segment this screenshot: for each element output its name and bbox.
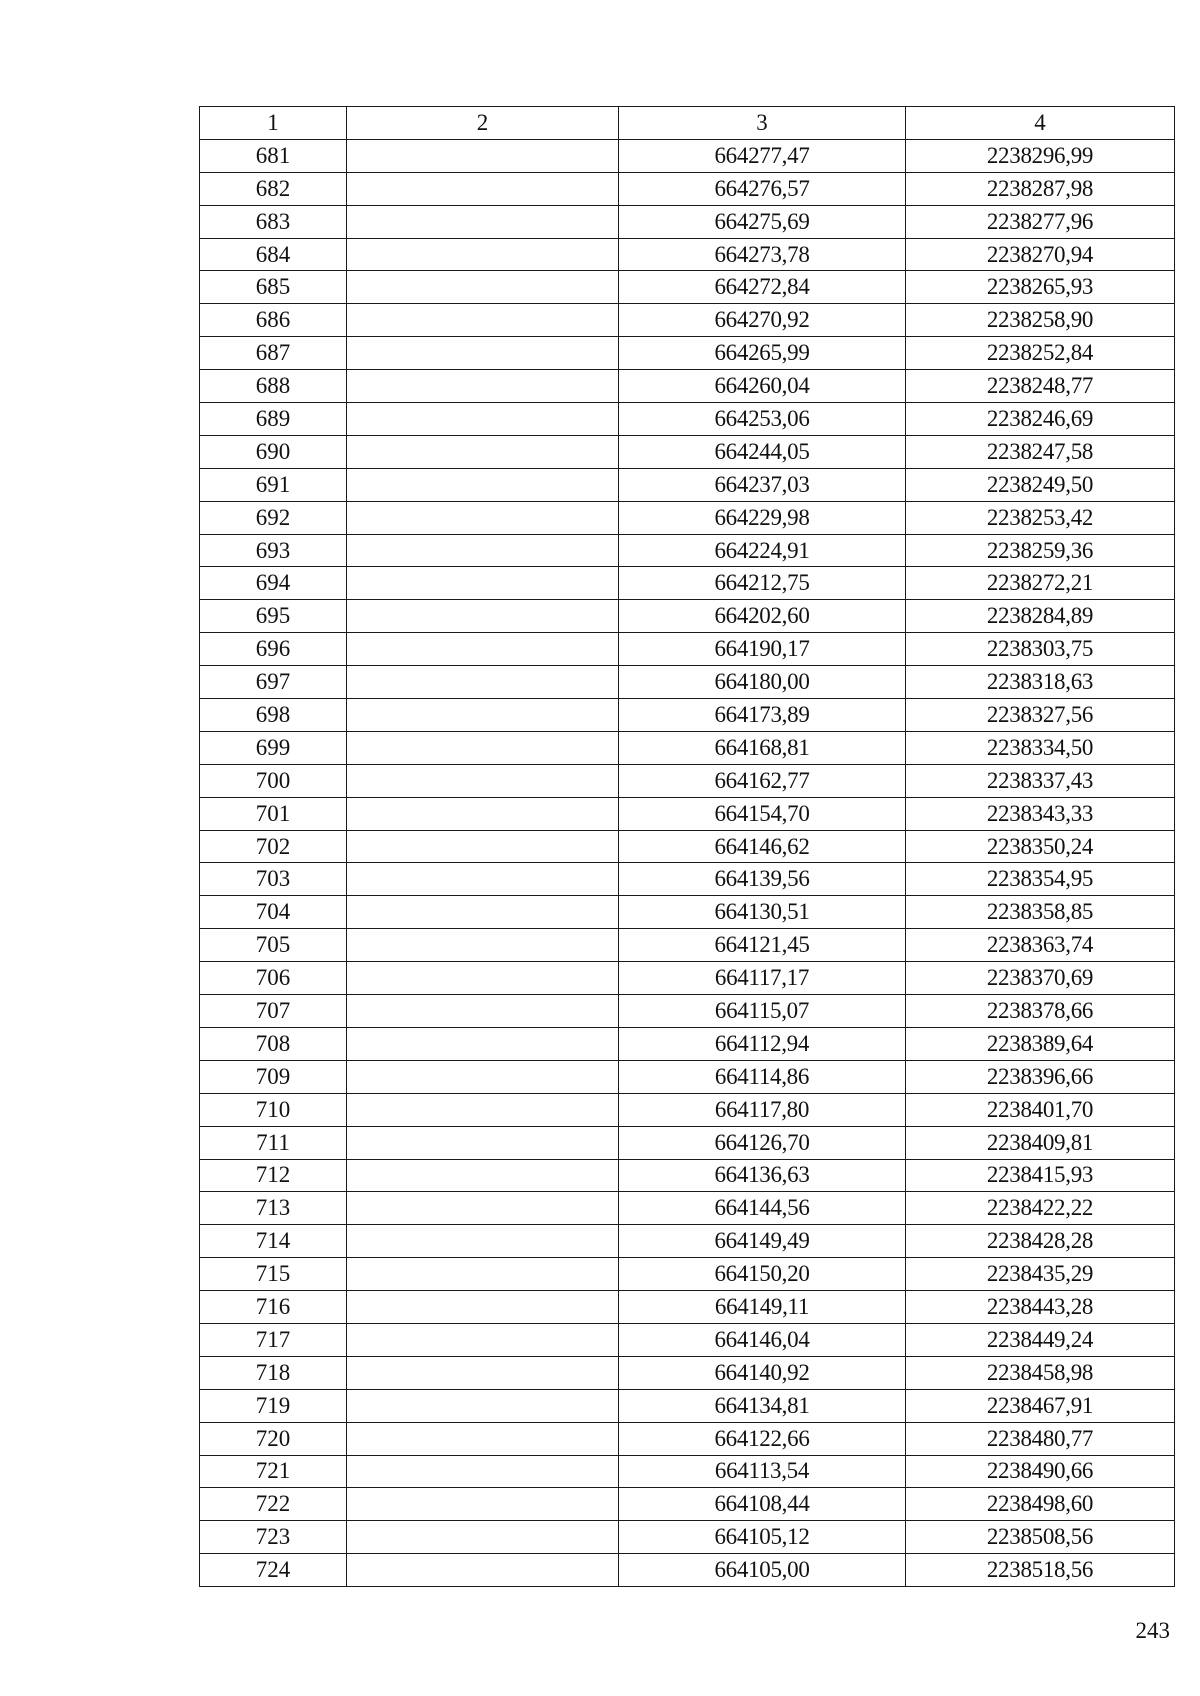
point-number-cell: 684: [200, 238, 347, 271]
point-number-cell: 721: [200, 1455, 347, 1488]
y-coordinate-cell: 2238370,69: [906, 962, 1175, 995]
header-col-4: 4: [906, 107, 1175, 140]
y-coordinate-cell: 2238343,33: [906, 797, 1175, 830]
y-coordinate-cell: 2238272,21: [906, 567, 1175, 600]
table-row: [200, 929, 1175, 962]
table-row: [200, 1356, 1175, 1389]
table-row: [200, 534, 1175, 567]
y-coordinate-cell: 2238498,60: [906, 1488, 1175, 1521]
y-coordinate-cell: 2238467,91: [906, 1389, 1175, 1422]
y-coordinate-cell: 2238246,69: [906, 403, 1175, 436]
table-row: [200, 1027, 1175, 1060]
header-col-2: 2: [347, 107, 619, 140]
x-coordinate-cell: 664117,17: [619, 962, 906, 995]
point-number-cell: 703: [200, 863, 347, 896]
y-coordinate-cell: 2238259,36: [906, 534, 1175, 567]
x-coordinate-cell: 664130,51: [619, 896, 906, 929]
table-row: [200, 764, 1175, 797]
x-coordinate-cell: 664224,91: [619, 534, 906, 567]
y-coordinate-cell: 2238247,58: [906, 435, 1175, 468]
point-number-cell: 691: [200, 468, 347, 501]
point-number-cell: 699: [200, 731, 347, 764]
point-number-cell: 683: [200, 205, 347, 238]
y-coordinate-cell: 2238443,28: [906, 1291, 1175, 1324]
x-coordinate-cell: 664173,89: [619, 699, 906, 732]
point-number-cell: 708: [200, 1027, 347, 1060]
point-number-cell: 705: [200, 929, 347, 962]
table-row: [200, 1126, 1175, 1159]
y-coordinate-cell: 2238270,94: [906, 238, 1175, 271]
point-number-cell: 719: [200, 1389, 347, 1422]
x-coordinate-cell: 664117,80: [619, 1093, 906, 1126]
description-cell: [347, 633, 619, 666]
table-row: [200, 567, 1175, 600]
x-coordinate-cell: 664272,84: [619, 271, 906, 304]
description-cell: [347, 699, 619, 732]
description-cell: [347, 863, 619, 896]
y-coordinate-cell: 2238435,29: [906, 1258, 1175, 1291]
table-row: [200, 1488, 1175, 1521]
point-number-cell: 692: [200, 501, 347, 534]
point-number-cell: 702: [200, 830, 347, 863]
x-coordinate-cell: 664275,69: [619, 205, 906, 238]
coordinates-table: [199, 106, 1175, 1587]
point-number-cell: 723: [200, 1521, 347, 1554]
y-coordinate-cell: 2238303,75: [906, 633, 1175, 666]
x-coordinate-cell: 664265,99: [619, 337, 906, 370]
description-cell: [347, 1455, 619, 1488]
x-coordinate-cell: 664114,86: [619, 1060, 906, 1093]
x-coordinate-cell: 664260,04: [619, 370, 906, 403]
y-coordinate-cell: 2238337,43: [906, 764, 1175, 797]
point-number-cell: 694: [200, 567, 347, 600]
description-cell: [347, 304, 619, 337]
description-cell: [347, 797, 619, 830]
point-number-cell: 686: [200, 304, 347, 337]
table-row: [200, 797, 1175, 830]
table-row: [200, 699, 1175, 732]
description-cell: [347, 271, 619, 304]
table-row: [200, 1389, 1175, 1422]
point-number-cell: 681: [200, 139, 347, 172]
description-cell: [347, 995, 619, 1028]
table-row: [200, 830, 1175, 863]
y-coordinate-cell: 2238401,70: [906, 1093, 1175, 1126]
point-number-cell: 696: [200, 633, 347, 666]
x-coordinate-cell: 664244,05: [619, 435, 906, 468]
x-coordinate-cell: 664212,75: [619, 567, 906, 600]
table-row: [200, 304, 1175, 337]
point-number-cell: 688: [200, 370, 347, 403]
y-coordinate-cell: 2238252,84: [906, 337, 1175, 370]
description-cell: [347, 337, 619, 370]
point-number-cell: 718: [200, 1356, 347, 1389]
x-coordinate-cell: 664150,20: [619, 1258, 906, 1291]
table-row: [200, 238, 1175, 271]
point-number-cell: 704: [200, 896, 347, 929]
x-coordinate-cell: 664237,03: [619, 468, 906, 501]
x-coordinate-cell: 664253,06: [619, 403, 906, 436]
description-cell: [347, 1521, 619, 1554]
description-cell: [347, 1488, 619, 1521]
description-cell: [347, 567, 619, 600]
point-number-cell: 689: [200, 403, 347, 436]
point-number-cell: 690: [200, 435, 347, 468]
point-number-cell: 701: [200, 797, 347, 830]
x-coordinate-cell: 664121,45: [619, 929, 906, 962]
description-cell: [347, 1060, 619, 1093]
y-coordinate-cell: 2238287,98: [906, 172, 1175, 205]
x-coordinate-cell: 664162,77: [619, 764, 906, 797]
description-cell: [347, 1093, 619, 1126]
y-coordinate-cell: 2238490,66: [906, 1455, 1175, 1488]
x-coordinate-cell: 664136,63: [619, 1159, 906, 1192]
y-coordinate-cell: 2238249,50: [906, 468, 1175, 501]
x-coordinate-cell: 664134,81: [619, 1389, 906, 1422]
table-row: [200, 1093, 1175, 1126]
header-row: [200, 107, 1175, 140]
table-row: [200, 1422, 1175, 1455]
description-cell: [347, 1258, 619, 1291]
table-row: [200, 1060, 1175, 1093]
table-row: [200, 370, 1175, 403]
point-number-cell: 707: [200, 995, 347, 1028]
x-coordinate-cell: 664270,92: [619, 304, 906, 337]
point-number-cell: 715: [200, 1258, 347, 1291]
y-coordinate-cell: 2238248,77: [906, 370, 1175, 403]
x-coordinate-cell: 664140,92: [619, 1356, 906, 1389]
x-coordinate-cell: 664144,56: [619, 1192, 906, 1225]
y-coordinate-cell: 2238518,56: [906, 1554, 1175, 1587]
x-coordinate-cell: 664154,70: [619, 797, 906, 830]
point-number-cell: 712: [200, 1159, 347, 1192]
description-cell: [347, 501, 619, 534]
y-coordinate-cell: 2238327,56: [906, 699, 1175, 732]
y-coordinate-cell: 2238253,42: [906, 501, 1175, 534]
x-coordinate-cell: 664229,98: [619, 501, 906, 534]
table-row: [200, 896, 1175, 929]
description-cell: [347, 172, 619, 205]
point-number-cell: 710: [200, 1093, 347, 1126]
point-number-cell: 711: [200, 1126, 347, 1159]
table-row: [200, 205, 1175, 238]
y-coordinate-cell: 2238389,64: [906, 1027, 1175, 1060]
description-cell: [347, 764, 619, 797]
description-cell: [347, 1126, 619, 1159]
point-number-cell: 706: [200, 962, 347, 995]
description-cell: [347, 1159, 619, 1192]
header-col-3: 3: [619, 107, 906, 140]
y-coordinate-cell: 2238422,22: [906, 1192, 1175, 1225]
description-cell: [347, 1027, 619, 1060]
table-row: [200, 633, 1175, 666]
y-coordinate-cell: 2238449,24: [906, 1323, 1175, 1356]
description-cell: [347, 962, 619, 995]
table-row: [200, 962, 1175, 995]
x-coordinate-cell: 664277,47: [619, 139, 906, 172]
y-coordinate-cell: 2238334,50: [906, 731, 1175, 764]
description-cell: [347, 238, 619, 271]
table-row: [200, 1192, 1175, 1225]
x-coordinate-cell: 664115,07: [619, 995, 906, 1028]
x-coordinate-cell: 664108,44: [619, 1488, 906, 1521]
point-number-cell: 695: [200, 600, 347, 633]
x-coordinate-cell: 664105,12: [619, 1521, 906, 1554]
table-row: [200, 337, 1175, 370]
y-coordinate-cell: 2238318,63: [906, 666, 1175, 699]
table-row: [200, 1159, 1175, 1192]
y-coordinate-cell: 2238458,98: [906, 1356, 1175, 1389]
table-row: [200, 139, 1175, 172]
table-row: [200, 1521, 1175, 1554]
y-coordinate-cell: 2238409,81: [906, 1126, 1175, 1159]
point-number-cell: 697: [200, 666, 347, 699]
x-coordinate-cell: 664146,04: [619, 1323, 906, 1356]
x-coordinate-cell: 664202,60: [619, 600, 906, 633]
table-row: [200, 731, 1175, 764]
y-coordinate-cell: 2238258,90: [906, 304, 1175, 337]
table-row: [200, 1323, 1175, 1356]
description-cell: [347, 1323, 619, 1356]
point-number-cell: 698: [200, 699, 347, 732]
table-row: [200, 172, 1175, 205]
table-row: [200, 501, 1175, 534]
point-number-cell: 714: [200, 1225, 347, 1258]
y-coordinate-cell: 2238350,24: [906, 830, 1175, 863]
y-coordinate-cell: 2238428,28: [906, 1225, 1175, 1258]
y-coordinate-cell: 2238277,96: [906, 205, 1175, 238]
y-coordinate-cell: 2238378,66: [906, 995, 1175, 1028]
table-row: [200, 1225, 1175, 1258]
table-row: [200, 1291, 1175, 1324]
table-row: [200, 271, 1175, 304]
x-coordinate-cell: 664122,66: [619, 1422, 906, 1455]
description-cell: [347, 403, 619, 436]
point-number-cell: 687: [200, 337, 347, 370]
y-coordinate-cell: 2238358,85: [906, 896, 1175, 929]
x-coordinate-cell: 664180,00: [619, 666, 906, 699]
description-cell: [347, 1554, 619, 1587]
description-cell: [347, 1225, 619, 1258]
point-number-cell: 709: [200, 1060, 347, 1093]
y-coordinate-cell: 2238396,66: [906, 1060, 1175, 1093]
table-row: [200, 1455, 1175, 1488]
x-coordinate-cell: 664149,49: [619, 1225, 906, 1258]
table-header: [200, 107, 1175, 140]
table-row: [200, 995, 1175, 1028]
page-number: 243: [1135, 1618, 1170, 1643]
description-cell: [347, 1192, 619, 1225]
table-row: [200, 1554, 1175, 1587]
table-body: [200, 139, 1175, 1586]
x-coordinate-cell: 664149,11: [619, 1291, 906, 1324]
point-number-cell: 713: [200, 1192, 347, 1225]
x-coordinate-cell: 664168,81: [619, 731, 906, 764]
point-number-cell: 682: [200, 172, 347, 205]
point-number-cell: 724: [200, 1554, 347, 1587]
point-number-cell: 717: [200, 1323, 347, 1356]
point-number-cell: 700: [200, 764, 347, 797]
point-number-cell: 685: [200, 271, 347, 304]
description-cell: [347, 896, 619, 929]
y-coordinate-cell: 2238265,93: [906, 271, 1175, 304]
table-row: [200, 403, 1175, 436]
x-coordinate-cell: 664126,70: [619, 1126, 906, 1159]
description-cell: [347, 1389, 619, 1422]
x-coordinate-cell: 664190,17: [619, 633, 906, 666]
x-coordinate-cell: 664146,62: [619, 830, 906, 863]
header-col-1: 1: [200, 107, 347, 140]
point-number-cell: 720: [200, 1422, 347, 1455]
description-cell: [347, 468, 619, 501]
description-cell: [347, 1422, 619, 1455]
description-cell: [347, 370, 619, 403]
x-coordinate-cell: 664113,54: [619, 1455, 906, 1488]
description-cell: [347, 534, 619, 567]
description-cell: [347, 1356, 619, 1389]
y-coordinate-cell: 2238284,89: [906, 600, 1175, 633]
table-row: [200, 468, 1175, 501]
y-coordinate-cell: 2238508,56: [906, 1521, 1175, 1554]
description-cell: [347, 139, 619, 172]
table-row: [200, 600, 1175, 633]
point-number-cell: 693: [200, 534, 347, 567]
table-row: [200, 666, 1175, 699]
y-coordinate-cell: 2238415,93: [906, 1159, 1175, 1192]
description-cell: [347, 205, 619, 238]
x-coordinate-cell: 664139,56: [619, 863, 906, 896]
description-cell: [347, 731, 619, 764]
description-cell: [347, 600, 619, 633]
y-coordinate-cell: 2238354,95: [906, 863, 1175, 896]
description-cell: [347, 929, 619, 962]
point-number-cell: 716: [200, 1291, 347, 1324]
x-coordinate-cell: 664273,78: [619, 238, 906, 271]
table-row: [200, 863, 1175, 896]
x-coordinate-cell: 664276,57: [619, 172, 906, 205]
x-coordinate-cell: 664112,94: [619, 1027, 906, 1060]
point-number-cell: 722: [200, 1488, 347, 1521]
y-coordinate-cell: 2238363,74: [906, 929, 1175, 962]
y-coordinate-cell: 2238296,99: [906, 139, 1175, 172]
table-row: [200, 435, 1175, 468]
description-cell: [347, 1291, 619, 1324]
description-cell: [347, 830, 619, 863]
x-coordinate-cell: 664105,00: [619, 1554, 906, 1587]
table-row: [200, 1258, 1175, 1291]
description-cell: [347, 666, 619, 699]
y-coordinate-cell: 2238480,77: [906, 1422, 1175, 1455]
description-cell: [347, 435, 619, 468]
